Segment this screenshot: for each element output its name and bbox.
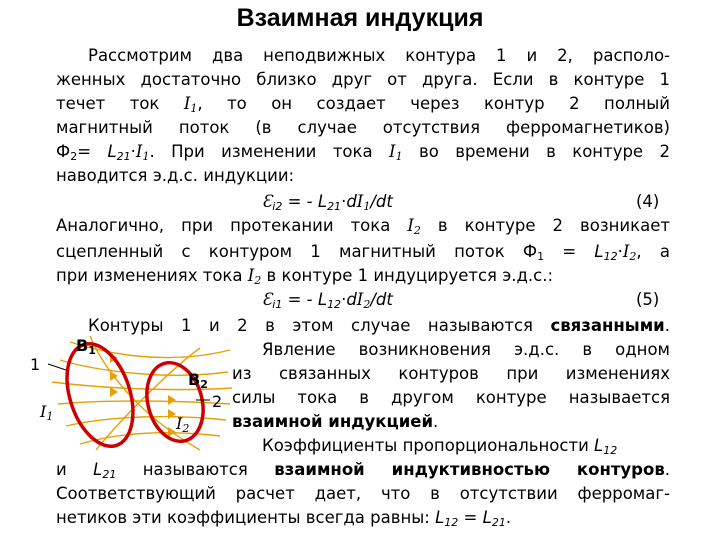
- para3-line1: Контуры 1 и 2 в этом случае называются связанными.: [88, 316, 670, 335]
- para3-line8: Соответствующий расчет дает, что в отсутствии ферромаг-: [56, 484, 670, 503]
- arrow-head: [110, 387, 118, 397]
- page-title: Взаимная индукция: [236, 4, 484, 32]
- i1-label: $I_1$: [40, 402, 54, 423]
- arrow-head: [168, 409, 176, 419]
- para2-line3: при изменениях тока $I_2$ в контуре 1 индуцируется э.д.с.:: [56, 266, 554, 287]
- loop-1: [55, 335, 145, 454]
- b2-label: $B_2$: [188, 370, 208, 391]
- para3-line3: из связанных контуров при изменениях: [232, 364, 670, 383]
- arrow-head: [168, 395, 176, 405]
- para1-line5: $Ф_2= L_{21}\cdot I_1$. При изменении тока $I_1$ во времени в контуре 2: [56, 142, 670, 163]
- para3-line9: нетиков эти коэффициенты всегда равны: $L_{12} = L_{21}$.: [56, 508, 512, 529]
- para3-line6: Коэффициенты пропорциональности $L_{12}$: [262, 436, 618, 457]
- b1-label: $B_1$: [76, 336, 96, 357]
- loop-2-label: 2: [212, 392, 223, 411]
- para2-line2: сцепленный с контуром 1 магнитный поток $Ф_1 = L_{12}\cdot I_2$, а: [56, 242, 670, 263]
- para1-line3: течет ток $I_1$, то он создает через контур 2 полный: [56, 94, 671, 115]
- para2-line1: Аналогично, при протекании тока $I_2$ в контуре 2 возникает: [56, 216, 670, 237]
- equation-4-number: (4): [636, 192, 660, 211]
- para3-line7: и $L_{21}$ называются взаимной индуктивностью контуров.: [56, 460, 671, 481]
- para1-line1: Рассмотрим два неподвижных контура 1 и 2, располо-: [88, 46, 670, 65]
- para3-line4: силы тока в другом контуре называется: [232, 388, 670, 407]
- para1-line2: женных достаточно близко друг от друга. Если в контуре 1: [56, 70, 670, 89]
- para1-line4: магнитный поток (в случае отсутствия ферромагнетиков): [56, 118, 670, 137]
- equation-5: $Ɛ_{i1}$ = - $L_{12}\cdot dI_2/dt$: [262, 290, 393, 311]
- para1-line6: наводится э.д.с. индукции:: [56, 166, 295, 185]
- equation-4: $Ɛ_{i2}$ = - $L_{21}\cdot dI_1/dt$: [262, 192, 393, 213]
- loop-1-label: 1: [30, 355, 41, 374]
- para3-line5: взаимной индукцией.: [232, 412, 439, 431]
- label-1-pointer: [48, 364, 66, 370]
- equation-5-number: (5): [636, 290, 660, 309]
- para3-line2: Явление возникновения э.д.с. в одном: [262, 340, 670, 359]
- arrow-head: [168, 427, 176, 437]
- i2-label: $I_2$: [176, 414, 190, 435]
